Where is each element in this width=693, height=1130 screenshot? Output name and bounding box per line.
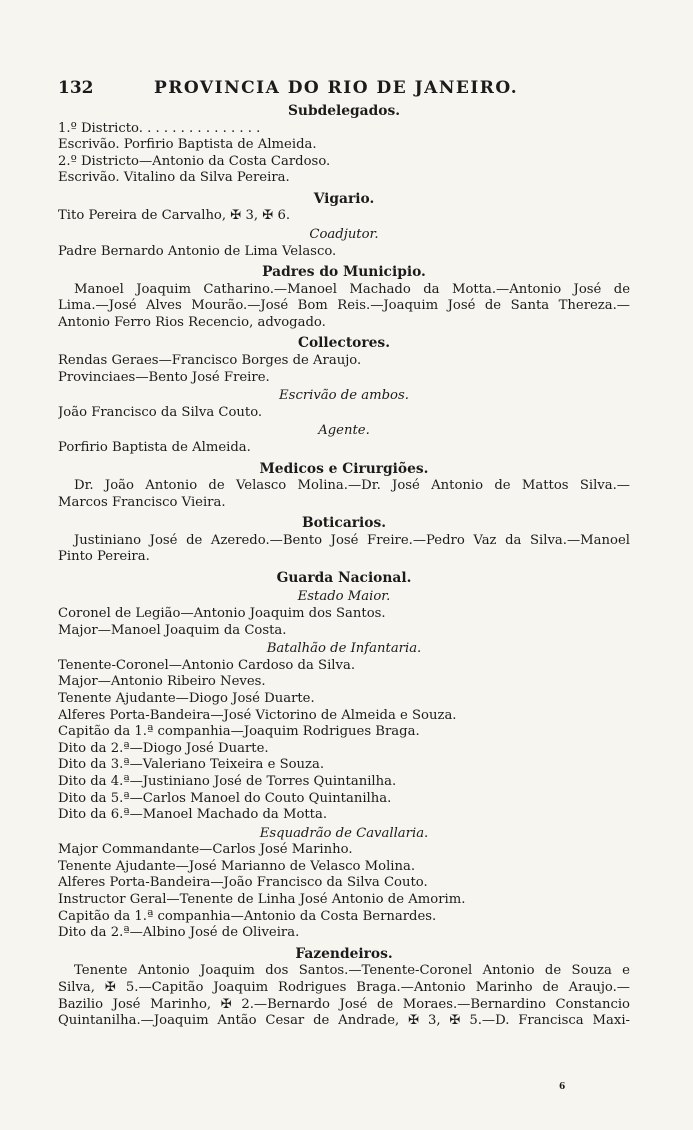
heading-agente: Agente. (318, 423, 370, 439)
padres-line: Antonio Ferro Rios Recencio, advogado. (58, 314, 326, 330)
esquadrao-line: Capitão da 1.ª companhia—Antonio da Costa Bernardes. (58, 908, 437, 924)
estado-maior-line: Coronel de Legião—Antonio Joaquim dos Santos. (58, 605, 386, 621)
batalhao-line: Capitão da 1.ª companhia—Joaquim Rodrigues Braga. (58, 724, 420, 740)
boticarios-line: Justiniano José de Azeredo.—Bento José Freire.—Pedro Vaz da Silva.—Manoel (74, 532, 630, 548)
document-page (58, 76, 630, 1030)
batalhao-line: Dito da 3.ª—Valeriano Teixeira e Souza. (58, 757, 325, 773)
running-header (58, 76, 630, 102)
esquadrao-line: Instructor Geral—Tenente de Linha José Antonio de Amorim. (58, 892, 466, 908)
batalhao-line: Alferes Porta-Bandeira—José Victorino de Almeida e Souza. (58, 707, 457, 723)
heading-escrivao-ambos: Escrivão de ambos. (279, 388, 409, 404)
medicos-line: Marcos Francisco Vieira. (58, 494, 226, 510)
escrivao-line: João Francisco da Silva Couto. (58, 404, 263, 420)
padres-line: Lima.—José Alves Mourão.—José Bom Reis.—Joaquim José de Santa Thereza.— (58, 298, 630, 314)
batalhao-line: Dito da 4.ª—Justiniano José de Torres Quintanilha. (58, 773, 397, 789)
subdelegados-line: Escrivão. Vitalino da Silva Pereira. (58, 170, 290, 186)
batalhao-line: Dito da 2.ª—Diogo José Duarte. (58, 740, 269, 756)
page-number: 132 (58, 78, 94, 98)
subdelegados-line: 1.º Districto. . . . . . . . . . . . . . . (58, 120, 261, 136)
heading-esquadrao: Esquadrão de Cavallaria. (259, 825, 429, 841)
heading-coadjutor: Coadjutor. (309, 226, 379, 242)
signature-mark: 6 (559, 1082, 566, 1092)
heading-padres: Padres do Municipio. (262, 264, 426, 281)
vigario-line: Tito Pereira de Carvalho, ✠ 3, ✠ 6. (58, 208, 291, 224)
batalhao-line: Tenente-Coronel—Antonio Cardoso da Silva. (58, 657, 356, 673)
agente-line: Porfirio Baptista de Almeida. (58, 439, 251, 455)
esquadrao-line: Tenente Ajudante—José Marianno de Velasco Molina. (58, 858, 416, 874)
padres-line: Manoel Joaquim Catharino.—Manoel Machado da Motta.—Antonio José de (74, 281, 630, 297)
esquadrao-line: Major Commandante—Carlos José Marinho. (58, 842, 353, 858)
subdelegados-line: 2.º Districto—Antonio da Costa Cardoso. (58, 153, 331, 169)
heading-medicos: Medicos e Cirurgiões. (259, 460, 429, 477)
heading-collectores: Collectores. (297, 335, 391, 352)
heading-guarda-nacional: Guarda Nacional. (276, 569, 412, 586)
collectores-line: Rendas Geraes—Francisco Borges de Araujo. (58, 352, 362, 368)
batalhao-line: Tenente Ajudante—Diogo José Duarte. (58, 690, 315, 706)
running-title: PROVINCIA DO RIO DE JANEIRO. (154, 78, 519, 98)
batalhao-line: Dito da 6.ª—Manoel Machado da Motta. (58, 807, 328, 823)
fazendeiros-line: Bazilio José Marinho, ✠ 2.—Bernardo José de Moraes.—Bernardino Constancio (58, 996, 630, 1012)
fazendeiros-line: Quintanilha.—Joaquim Antão Cesar de Andrade, ✠ 3, ✠ 5.—D. Francisca Maxi- (58, 1013, 630, 1029)
batalhao-line: Dito da 5.ª—Carlos Manoel do Couto Quintanilha. (58, 790, 392, 806)
esquadrao-line: Alferes Porta-Bandeira—João Francisco da Silva Couto. (58, 875, 428, 891)
heading-fazendeiros: Fazendeiros. (295, 945, 393, 962)
heading-batalhao: Batalhão de Infantaria. (266, 641, 422, 657)
heading-estado-maior: Estado Maior. (297, 589, 391, 605)
esquadrao-line: Dito da 2.ª—Albino José de Oliveira. (58, 925, 300, 941)
collectores-line: Provinciaes—Bento José Freire. (58, 369, 270, 385)
heading-vigario: Vigario. (313, 190, 375, 207)
boticarios-line: Pinto Pereira. (58, 549, 150, 565)
batalhao-line: Major—Antonio Ribeiro Neves. (58, 674, 266, 690)
fazendeiros-line: Tenente Antonio Joaquim dos Santos.—Tenente-Coronel Antonio de Souza e (74, 963, 630, 979)
estado-maior-line: Major—Manoel Joaquim da Costa. (58, 622, 287, 638)
medicos-line: Dr. João Antonio de Velasco Molina.—Dr. José Antonio de Mattos Silva.— (74, 478, 630, 493)
heading-subdelegados: Subdelegados. (287, 103, 401, 119)
subdelegados-line: Escrivão. Porfirio Baptista de Almeida. (58, 137, 317, 153)
heading-boticarios: Boticarios. (301, 515, 387, 532)
fazendeiros-line: Silva, ✠ 5.—Capitão Joaquim Rodrigues Braga.—Antonio Marinho de Araujo.— (58, 979, 630, 995)
coadjutor-line: Padre Bernardo Antonio de Lima Velasco. (58, 243, 337, 259)
